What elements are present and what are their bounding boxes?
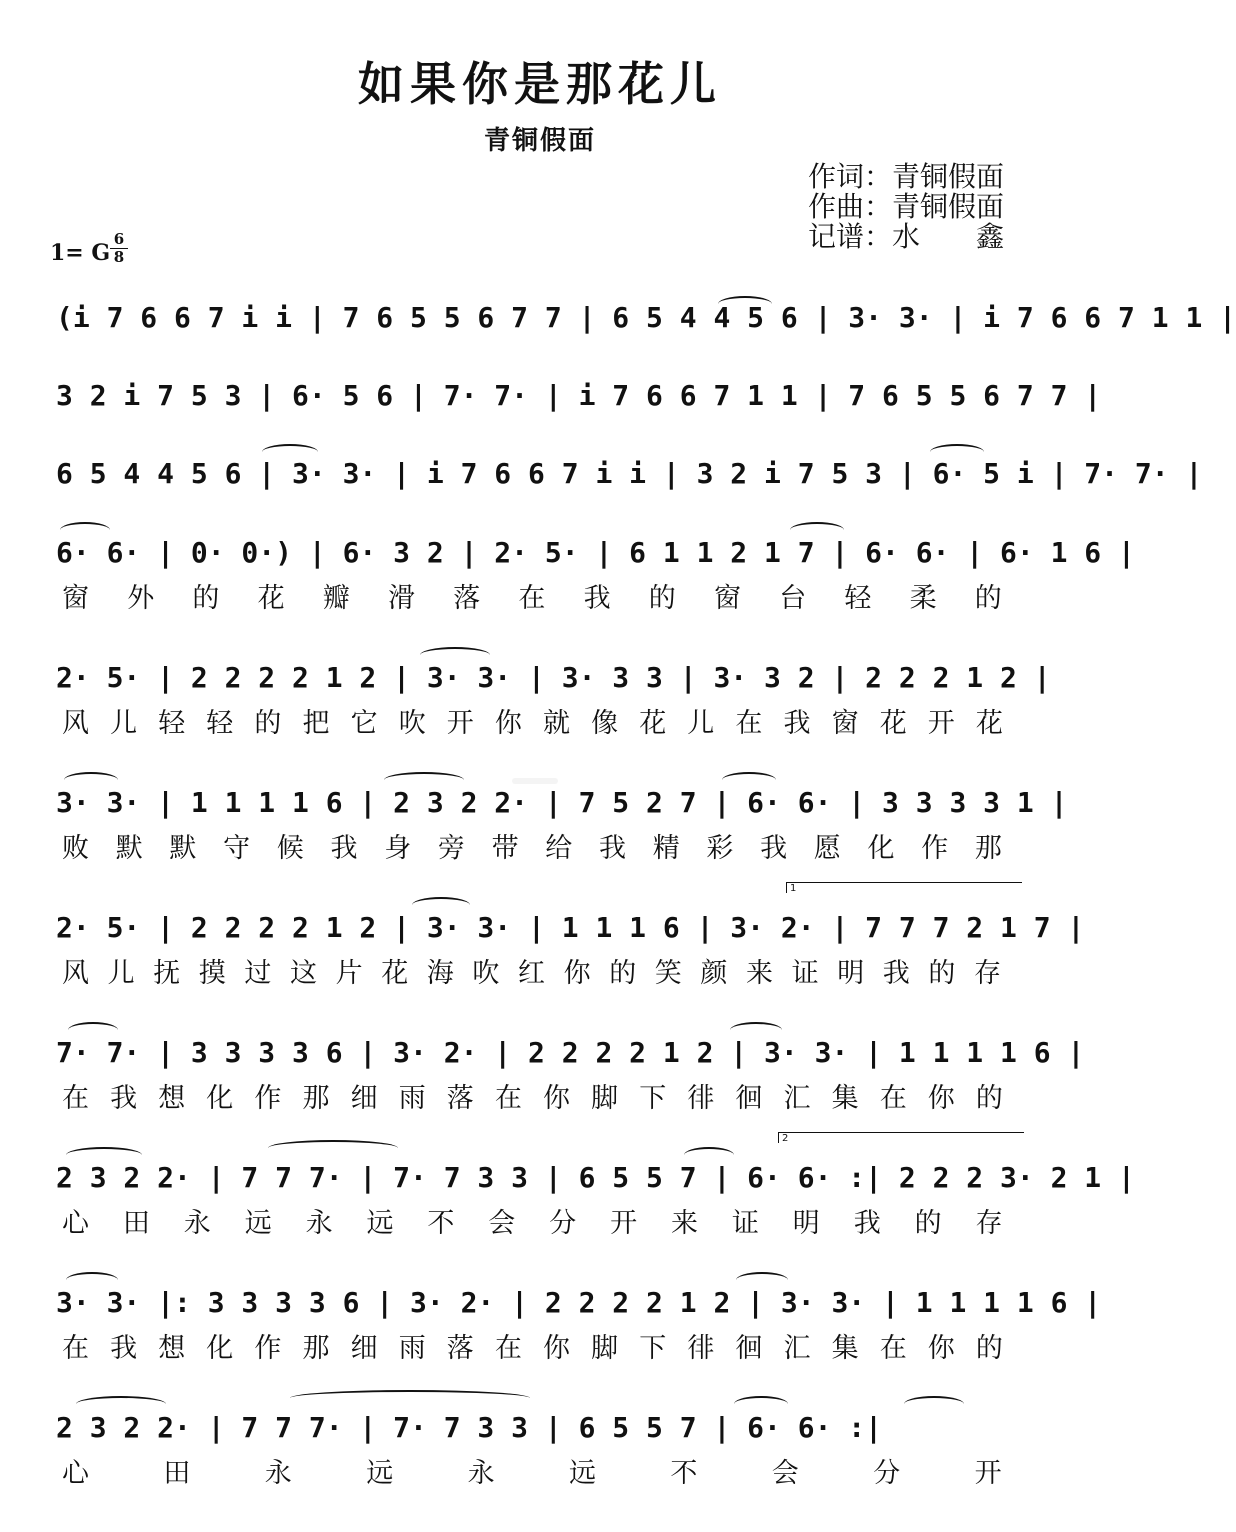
slur — [66, 1272, 118, 1288]
score-title: 如果你是那花儿 — [358, 57, 722, 111]
lyric-line: 败默默守候我身旁带给我精彩我愿化作那 — [62, 833, 1029, 864]
slur — [290, 1390, 530, 1406]
lyric-line: 风儿轻轻的把它吹开你就像花儿在我窗花开花 — [62, 708, 1024, 739]
slur — [64, 772, 118, 788]
slur — [790, 522, 844, 538]
credit-composer — [808, 192, 1004, 222]
notation-line: 3 2 i 7 5 3 | 6· 5 6 | 7· 7· | i 7 6 6 7 1 1 | 7 6 5 5 6 7 7 | — [56, 379, 1102, 412]
credit-value: 水 鑫 — [892, 220, 1005, 253]
score-row — [56, 533, 1135, 633]
time-signature — [110, 232, 128, 265]
notation-line: 7· 7· | 3 3 3 3 6 | 3· 2· | 2 2 2 2 1 2 | 3· 3· | 1 1 1 1 6 | — [56, 1036, 1085, 1069]
score-row — [56, 1158, 1135, 1258]
lyric-line: 心田永远永远不会分开 — [62, 1458, 1076, 1489]
notation-line: 2 3 2 2· | 7 7 7· | 7· 7 3 3 | 6 5 5 7 | 6· 6· :| — [56, 1411, 883, 1444]
notation-line: 2· 5· | 2 2 2 2 1 2 | 3· 3· | 1 1 1 6 | 3· 2· | 7 7 7 2 1 7 | — [56, 911, 1085, 944]
notation-line: 3· 3· | 1 1 1 1 6 | 2 3 2 2· | 7 5 2 7 | 6· 6· | 3 3 3 3 1 | — [56, 786, 1068, 819]
slur — [718, 296, 772, 312]
slur — [930, 444, 984, 460]
score-row — [56, 908, 1085, 1008]
slur — [722, 772, 776, 788]
time-numerator: 6 — [113, 230, 125, 248]
credit-lyricist — [808, 162, 1004, 192]
credit-value: 青铜假面 — [892, 160, 1005, 193]
notation-line: 2· 5· | 2 2 2 2 1 2 | 3· 3· | 3· 3 3 | 3· 3 2 | 2 2 2 1 2 | — [56, 661, 1051, 694]
slur — [736, 1272, 788, 1288]
time-denominator: 8 — [113, 248, 125, 266]
credit-value: 青铜假面 — [892, 190, 1005, 223]
credit-label: 作曲： — [808, 190, 893, 223]
credit-label: 作词： — [808, 160, 893, 193]
slur — [734, 1396, 788, 1412]
slur — [684, 1147, 734, 1163]
slur — [384, 772, 464, 788]
credit-label: 记谱： — [808, 220, 893, 253]
credits — [808, 162, 1004, 252]
slur — [262, 444, 318, 460]
slur — [412, 897, 470, 913]
score-row — [56, 1033, 1085, 1133]
notation-line: 6· 6· | 0· 0·) | 6· 3 2 | 2· 5· | 6 1 1 2 1 7 | 6· 6· | 6· 1 6 | — [56, 536, 1135, 569]
notation-line: 3· 3· |: 3 3 3 3 6 | 3· 2· | 2 2 2 2 1 2 | 3· 3· | 1 1 1 1 6 | — [56, 1286, 1102, 1319]
volta-first-ending: 1 — [786, 882, 1022, 893]
lyric-line: 窗外的花瓣滑落在我的窗台轻柔的 — [62, 583, 1040, 614]
slur — [66, 1147, 142, 1163]
score-row — [56, 1408, 1076, 1508]
volta-second-ending: 2 — [778, 1132, 1024, 1143]
lyric-line: 风儿抚摸过这片花海吹红你的笑颜来证明我的存 — [62, 958, 1020, 989]
slur — [420, 647, 490, 663]
score-row — [56, 658, 1051, 758]
credit-transcriber — [808, 222, 1004, 252]
score-row — [56, 783, 1068, 883]
lyric-line: 心田永远永远不会分开来证明我的存 — [62, 1208, 1037, 1239]
notation-line: (i 7 6 6 7 i i | 7 6 5 5 6 7 7 | 6 5 4 4 5 6 | 3· 3· | i 7 6 6 7 1 1 | — [56, 301, 1236, 334]
score-subtitle: 青铜假面 — [483, 126, 596, 156]
slur — [730, 1022, 782, 1038]
lyric-line: 在我想化作那细雨落在你脚下徘徊汇集在你的 — [62, 1333, 1024, 1364]
paper-mark — [512, 778, 558, 784]
notation-line: 6 5 4 4 5 6 | 3· 3· | i 7 6 6 7 i i | 3 2 i 7 5 3 | 6· 5 i | 7· 7· | — [56, 457, 1203, 490]
score-row — [56, 1283, 1102, 1383]
notation-line: 2 3 2 2· | 7 7 7· | 7· 7 3 3 | 6 5 5 7 | 6· 6· :| 2 2 2 3· 2 1 | — [56, 1161, 1135, 1194]
slur — [904, 1396, 964, 1412]
slur — [76, 1396, 166, 1412]
slur — [268, 1140, 398, 1156]
slur — [68, 1022, 118, 1038]
lyric-line: 在我想化作那细雨落在你脚下徘徊汇集在你的 — [62, 1083, 1024, 1114]
slur — [60, 522, 110, 538]
key-signature: 1= G — [50, 240, 111, 266]
